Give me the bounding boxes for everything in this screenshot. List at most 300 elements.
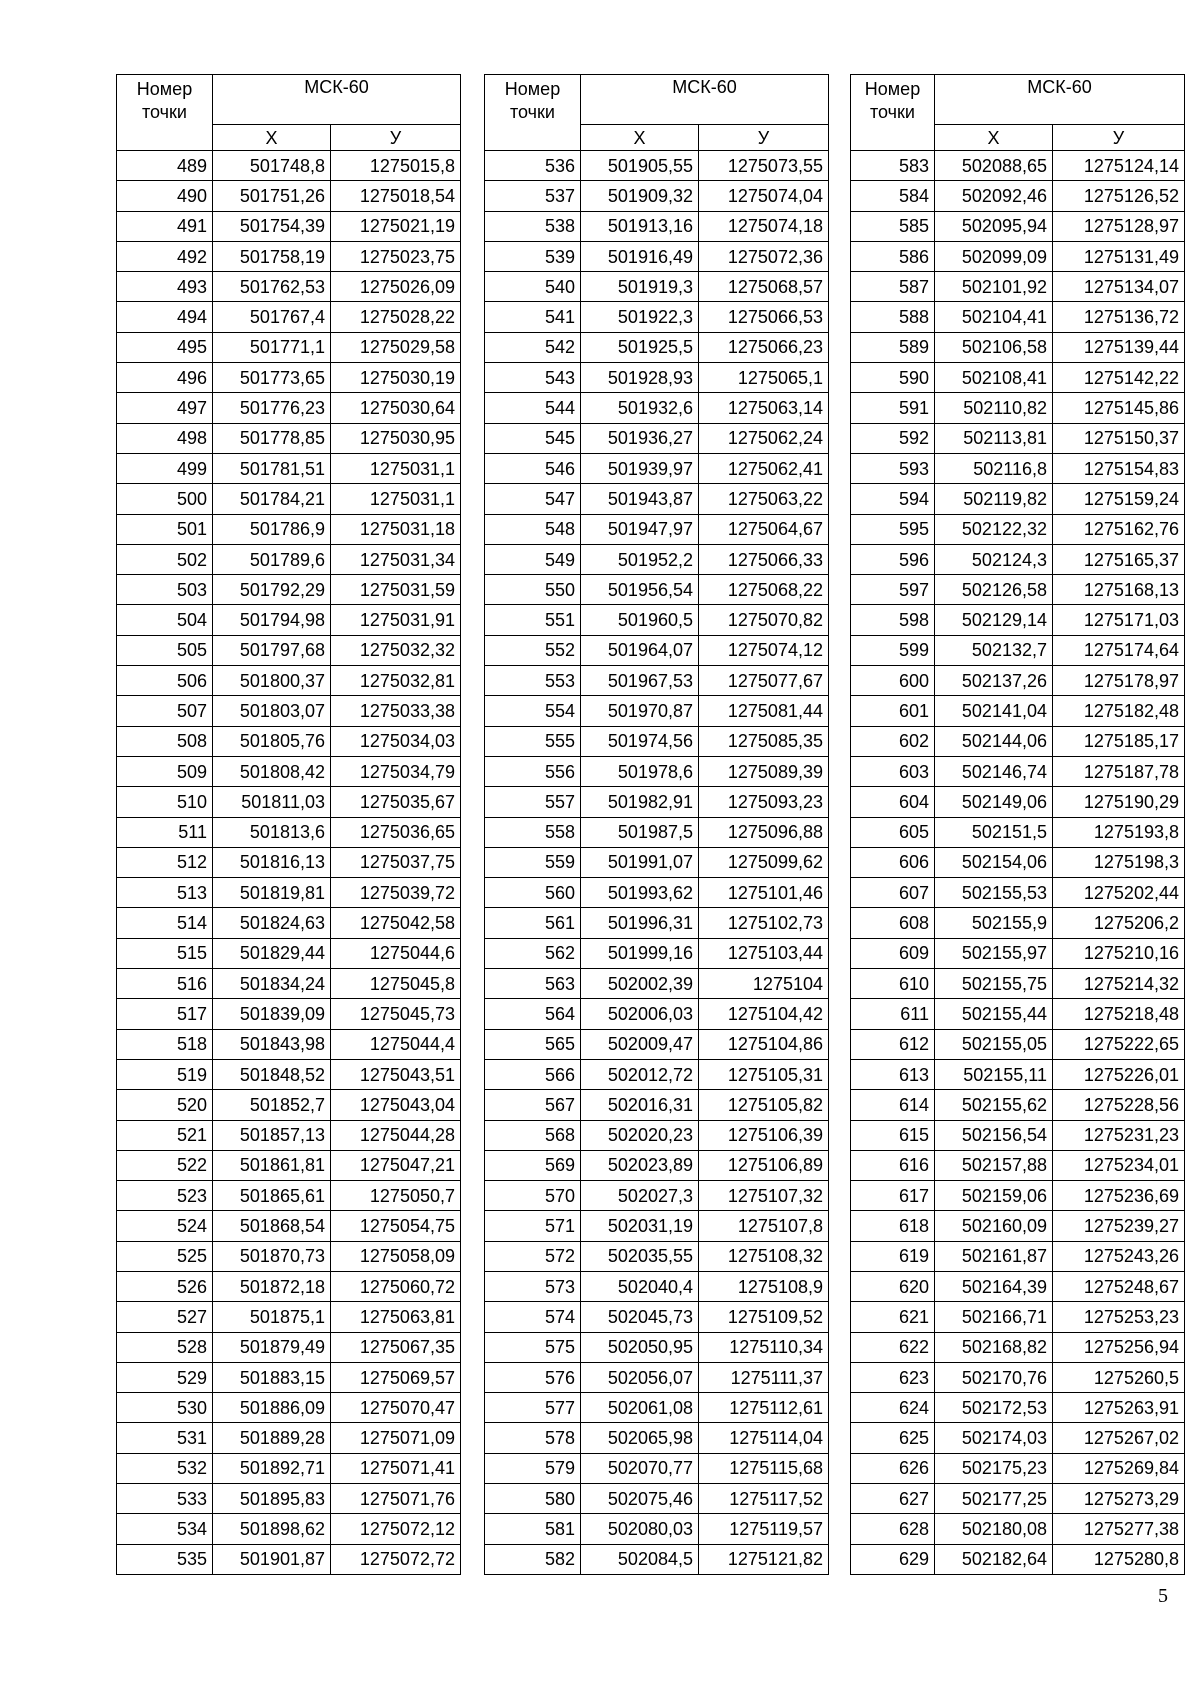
y-coordinate-cell: 1275074,04 — [699, 181, 829, 211]
table-row — [117, 1029, 461, 1059]
y-coordinate-cell: 1275071,41 — [331, 1453, 461, 1483]
y-coordinate-cell: 1275034,79 — [331, 756, 461, 786]
point-number-cell: 589 — [851, 332, 935, 362]
x-coordinate-cell: 502146,74 — [935, 756, 1053, 786]
y-coordinate-cell: 1275081,44 — [699, 696, 829, 726]
coordinates-table-1 — [116, 74, 461, 1575]
table-row — [851, 453, 1185, 483]
x-coordinate-cell: 502164,39 — [935, 1271, 1053, 1301]
table-row — [851, 605, 1185, 635]
table-row — [485, 1302, 829, 1332]
y-coordinate-cell: 1275107,32 — [699, 1181, 829, 1211]
x-column-header: Х — [581, 125, 699, 151]
x-coordinate-cell: 501895,83 — [213, 1484, 331, 1514]
x-coordinate-cell: 502151,5 — [935, 817, 1053, 847]
table-row — [117, 1120, 461, 1150]
x-coordinate-cell: 501786,9 — [213, 514, 331, 544]
point-number-cell: 588 — [851, 302, 935, 332]
table-row — [485, 787, 829, 817]
point-number-cell: 512 — [117, 847, 213, 877]
table-row — [485, 999, 829, 1029]
x-coordinate-cell: 501922,3 — [581, 302, 699, 332]
y-coordinate-cell: 1275103,44 — [699, 938, 829, 968]
point-number-cell: 569 — [485, 1150, 581, 1180]
y-coordinate-cell: 1275063,22 — [699, 484, 829, 514]
x-coordinate-cell: 501901,87 — [213, 1544, 331, 1574]
x-coordinate-cell: 501996,31 — [581, 908, 699, 938]
y-coordinate-cell: 1275031,1 — [331, 484, 461, 514]
table-row — [117, 817, 461, 847]
y-coordinate-cell: 1275064,67 — [699, 514, 829, 544]
point-number-cell: 522 — [117, 1150, 213, 1180]
table-row — [117, 1181, 461, 1211]
table-row — [485, 1181, 829, 1211]
x-coordinate-cell: 501805,76 — [213, 726, 331, 756]
x-coordinate-cell: 502144,06 — [935, 726, 1053, 756]
x-coordinate-cell: 501952,2 — [581, 544, 699, 574]
x-coordinate-cell: 501865,61 — [213, 1181, 331, 1211]
x-coordinate-cell: 501852,7 — [213, 1090, 331, 1120]
x-coordinate-cell: 502040,4 — [581, 1271, 699, 1301]
point-number-cell: 560 — [485, 878, 581, 908]
y-coordinate-cell: 1275096,88 — [699, 817, 829, 847]
x-coordinate-cell: 502088,65 — [935, 151, 1053, 181]
x-coordinate-cell: 502155,05 — [935, 1029, 1053, 1059]
point-number-cell: 514 — [117, 908, 213, 938]
point-number-cell: 598 — [851, 605, 935, 635]
point-number-cell: 489 — [117, 151, 213, 181]
table-row — [485, 1150, 829, 1180]
point-number-cell: 529 — [117, 1362, 213, 1392]
y-coordinate-cell: 1275198,3 — [1053, 847, 1185, 877]
x-coordinate-cell: 501913,16 — [581, 211, 699, 241]
x-coordinate-cell: 502122,32 — [935, 514, 1053, 544]
table-row — [117, 1544, 461, 1574]
point-number-cell: 546 — [485, 453, 581, 483]
table-row — [485, 363, 829, 393]
y-coordinate-cell: 1275033,38 — [331, 696, 461, 726]
table-row — [117, 1423, 461, 1453]
y-coordinate-cell: 1275106,39 — [699, 1120, 829, 1150]
point-number-cell: 577 — [485, 1393, 581, 1423]
point-number-cell: 509 — [117, 756, 213, 786]
table-row — [851, 393, 1185, 423]
x-coordinate-cell: 502154,06 — [935, 847, 1053, 877]
point-number-cell: 554 — [485, 696, 581, 726]
x-coordinate-cell: 501776,23 — [213, 393, 331, 423]
table-row — [117, 575, 461, 605]
y-coordinate-cell: 1275131,49 — [1053, 241, 1185, 271]
y-coordinate-cell: 1275066,53 — [699, 302, 829, 332]
y-coordinate-cell: 1275239,27 — [1053, 1211, 1185, 1241]
x-coordinate-cell: 501919,3 — [581, 272, 699, 302]
x-coordinate-cell: 502075,46 — [581, 1484, 699, 1514]
table-row — [117, 756, 461, 786]
point-number-cell: 513 — [117, 878, 213, 908]
x-coordinate-cell: 501824,63 — [213, 908, 331, 938]
y-column-header: У — [1053, 125, 1185, 151]
y-coordinate-cell: 1275030,64 — [331, 393, 461, 423]
point-number-cell: 527 — [117, 1302, 213, 1332]
point-number-cell: 536 — [485, 151, 581, 181]
point-number-cell: 557 — [485, 787, 581, 817]
x-coordinate-cell: 502095,94 — [935, 211, 1053, 241]
x-coordinate-cell: 502157,88 — [935, 1150, 1053, 1180]
x-coordinate-cell: 502160,09 — [935, 1211, 1053, 1241]
point-number-cell: 623 — [851, 1362, 935, 1392]
point-number-cell: 626 — [851, 1453, 935, 1483]
y-coordinate-cell: 1275222,65 — [1053, 1029, 1185, 1059]
point-number-cell: 627 — [851, 1484, 935, 1514]
y-coordinate-cell: 1275121,82 — [699, 1544, 829, 1574]
point-number-cell: 572 — [485, 1241, 581, 1271]
table-row — [485, 1090, 829, 1120]
table-row — [851, 1514, 1185, 1544]
x-coordinate-cell: 502092,46 — [935, 181, 1053, 211]
x-coordinate-cell: 502177,25 — [935, 1484, 1053, 1514]
point-number-cell: 609 — [851, 938, 935, 968]
point-number-cell: 586 — [851, 241, 935, 271]
point-number-cell: 496 — [117, 363, 213, 393]
point-number-cell: 517 — [117, 999, 213, 1029]
point-number-cell: 585 — [851, 211, 935, 241]
coordinate-system-header: МСК-60 — [213, 75, 461, 125]
table-row — [485, 332, 829, 362]
point-number-cell: 587 — [851, 272, 935, 302]
coordinates-table-3 — [850, 74, 1185, 1575]
x-coordinate-cell: 502016,31 — [581, 1090, 699, 1120]
y-coordinate-cell: 1275236,69 — [1053, 1181, 1185, 1211]
table-row — [117, 453, 461, 483]
x-coordinate-cell: 501848,52 — [213, 1059, 331, 1089]
x-coordinate-cell: 501816,13 — [213, 847, 331, 877]
table-row — [117, 363, 461, 393]
x-coordinate-cell: 502129,14 — [935, 605, 1053, 635]
x-coordinate-cell: 501792,29 — [213, 575, 331, 605]
x-coordinate-cell: 501909,32 — [581, 181, 699, 211]
y-coordinate-cell: 1275026,09 — [331, 272, 461, 302]
table-row — [485, 969, 829, 999]
x-coordinate-cell: 501762,53 — [213, 272, 331, 302]
y-coordinate-cell: 1275032,81 — [331, 666, 461, 696]
point-number-cell: 612 — [851, 1029, 935, 1059]
y-coordinate-cell: 1275214,32 — [1053, 969, 1185, 999]
table-row — [117, 1090, 461, 1120]
x-coordinate-cell: 502006,03 — [581, 999, 699, 1029]
x-coordinate-cell: 502156,54 — [935, 1120, 1053, 1150]
point-number-cell: 492 — [117, 241, 213, 271]
y-coordinate-cell: 1275043,51 — [331, 1059, 461, 1089]
x-coordinate-cell: 502002,39 — [581, 969, 699, 999]
table-row — [117, 1211, 461, 1241]
x-coordinate-cell: 501803,07 — [213, 696, 331, 726]
y-coordinate-cell: 1275028,22 — [331, 302, 461, 332]
table-row — [117, 211, 461, 241]
x-coordinate-cell: 502155,44 — [935, 999, 1053, 1029]
point-number-cell: 574 — [485, 1302, 581, 1332]
point-number-cell: 528 — [117, 1332, 213, 1362]
y-coordinate-cell: 1275108,32 — [699, 1241, 829, 1271]
point-number-cell: 556 — [485, 756, 581, 786]
y-coordinate-cell: 1275062,41 — [699, 453, 829, 483]
table-row — [851, 1393, 1185, 1423]
point-number-cell: 497 — [117, 393, 213, 423]
point-number-cell: 548 — [485, 514, 581, 544]
y-coordinate-cell: 1275063,14 — [699, 393, 829, 423]
point-number-cell: 498 — [117, 423, 213, 453]
x-coordinate-cell: 502149,06 — [935, 787, 1053, 817]
y-coordinate-cell: 1275159,24 — [1053, 484, 1185, 514]
table-row — [851, 908, 1185, 938]
table-row — [851, 211, 1185, 241]
table-row — [851, 514, 1185, 544]
point-number-cell: 582 — [485, 1544, 581, 1574]
y-coordinate-cell: 1275030,95 — [331, 423, 461, 453]
y-coordinate-cell: 1275226,01 — [1053, 1059, 1185, 1089]
x-coordinate-cell: 501879,49 — [213, 1332, 331, 1362]
table-row — [485, 847, 829, 877]
table-row — [851, 1181, 1185, 1211]
y-coordinate-cell: 1275015,8 — [331, 151, 461, 181]
y-coordinate-cell: 1275031,59 — [331, 575, 461, 605]
point-number-cell: 521 — [117, 1120, 213, 1150]
table-row — [851, 1271, 1185, 1301]
table-row — [485, 514, 829, 544]
x-coordinate-cell: 502155,11 — [935, 1059, 1053, 1089]
x-coordinate-cell: 502174,03 — [935, 1423, 1053, 1453]
x-coordinate-cell: 501872,18 — [213, 1271, 331, 1301]
table-row — [117, 241, 461, 271]
y-coordinate-cell: 1275182,48 — [1053, 696, 1185, 726]
point-number-cell: 599 — [851, 635, 935, 665]
x-coordinate-cell: 501751,26 — [213, 181, 331, 211]
point-number-cell: 504 — [117, 605, 213, 635]
y-coordinate-cell: 1275228,56 — [1053, 1090, 1185, 1120]
point-number-cell: 530 — [117, 1393, 213, 1423]
x-coordinate-cell: 502170,76 — [935, 1362, 1053, 1392]
table-row — [851, 696, 1185, 726]
y-coordinate-cell: 1275102,73 — [699, 908, 829, 938]
point-number-header: Номер точки — [485, 75, 581, 151]
x-coordinate-cell: 502045,73 — [581, 1302, 699, 1332]
point-number-cell: 605 — [851, 817, 935, 847]
y-coordinate-cell: 1275165,37 — [1053, 544, 1185, 574]
point-number-cell: 581 — [485, 1514, 581, 1544]
table-row — [851, 181, 1185, 211]
table-row — [851, 1059, 1185, 1089]
y-coordinate-cell: 1275062,24 — [699, 423, 829, 453]
y-coordinate-cell: 1275193,8 — [1053, 817, 1185, 847]
y-coordinate-cell: 1275162,76 — [1053, 514, 1185, 544]
point-number-cell: 619 — [851, 1241, 935, 1271]
point-number-cell: 568 — [485, 1120, 581, 1150]
x-coordinate-cell: 502159,06 — [935, 1181, 1053, 1211]
x-coordinate-cell: 502023,89 — [581, 1150, 699, 1180]
point-number-cell: 511 — [117, 817, 213, 847]
x-coordinate-cell: 502155,53 — [935, 878, 1053, 908]
y-coordinate-cell: 1275065,1 — [699, 363, 829, 393]
point-number-cell: 520 — [117, 1090, 213, 1120]
table-row — [485, 393, 829, 423]
x-coordinate-cell: 502031,19 — [581, 1211, 699, 1241]
table-row — [485, 1059, 829, 1089]
y-coordinate-cell: 1275058,09 — [331, 1241, 461, 1271]
table-row — [851, 1302, 1185, 1332]
x-coordinate-cell: 502116,8 — [935, 453, 1053, 483]
table-row — [485, 756, 829, 786]
y-coordinate-cell: 1275072,72 — [331, 1544, 461, 1574]
table-row — [117, 787, 461, 817]
x-coordinate-cell: 501800,37 — [213, 666, 331, 696]
y-coordinate-cell: 1275042,58 — [331, 908, 461, 938]
point-number-cell: 562 — [485, 938, 581, 968]
point-number-cell: 571 — [485, 1211, 581, 1241]
y-coordinate-cell: 1275043,04 — [331, 1090, 461, 1120]
table-row — [851, 1029, 1185, 1059]
x-coordinate-cell: 501960,5 — [581, 605, 699, 635]
point-number-cell: 573 — [485, 1271, 581, 1301]
y-coordinate-cell: 1275044,4 — [331, 1029, 461, 1059]
y-coordinate-cell: 1275256,94 — [1053, 1332, 1185, 1362]
x-coordinate-cell: 502050,95 — [581, 1332, 699, 1362]
table-row — [485, 241, 829, 271]
y-column-header: У — [331, 125, 461, 151]
x-coordinate-cell: 501794,98 — [213, 605, 331, 635]
x-coordinate-cell: 502065,98 — [581, 1423, 699, 1453]
point-number-cell: 608 — [851, 908, 935, 938]
y-coordinate-cell: 1275150,37 — [1053, 423, 1185, 453]
table-row — [485, 544, 829, 574]
y-coordinate-cell: 1275243,26 — [1053, 1241, 1185, 1271]
y-coordinate-cell: 1275253,23 — [1053, 1302, 1185, 1332]
point-number-cell: 604 — [851, 787, 935, 817]
table-row — [851, 484, 1185, 514]
table-row — [485, 1241, 829, 1271]
y-coordinate-cell: 1275280,8 — [1053, 1544, 1185, 1574]
x-coordinate-cell: 501967,53 — [581, 666, 699, 696]
x-coordinate-cell: 502182,64 — [935, 1544, 1053, 1574]
table-row — [851, 878, 1185, 908]
point-number-header: Номер точки — [117, 75, 213, 151]
y-coordinate-cell: 1275105,31 — [699, 1059, 829, 1089]
x-coordinate-cell: 501857,13 — [213, 1120, 331, 1150]
point-number-cell: 594 — [851, 484, 935, 514]
point-number-cell: 541 — [485, 302, 581, 332]
table-row — [117, 272, 461, 302]
point-number-cell: 580 — [485, 1484, 581, 1514]
table-row — [851, 756, 1185, 786]
y-coordinate-cell: 1275106,89 — [699, 1150, 829, 1180]
y-coordinate-cell: 1275105,82 — [699, 1090, 829, 1120]
point-number-cell: 543 — [485, 363, 581, 393]
y-coordinate-cell: 1275273,29 — [1053, 1484, 1185, 1514]
table-row — [851, 241, 1185, 271]
table-row — [485, 666, 829, 696]
table-row — [117, 696, 461, 726]
y-coordinate-cell: 1275190,29 — [1053, 787, 1185, 817]
y-coordinate-cell: 1275074,12 — [699, 635, 829, 665]
point-number-cell: 606 — [851, 847, 935, 877]
y-coordinate-cell: 1275134,07 — [1053, 272, 1185, 302]
table-row — [117, 666, 461, 696]
table-row — [485, 211, 829, 241]
x-coordinate-cell: 501778,85 — [213, 423, 331, 453]
y-coordinate-cell: 1275070,82 — [699, 605, 829, 635]
point-number-cell: 547 — [485, 484, 581, 514]
point-number-cell: 550 — [485, 575, 581, 605]
table-row — [117, 605, 461, 635]
point-number-cell: 575 — [485, 1332, 581, 1362]
point-number-cell: 555 — [485, 726, 581, 756]
y-coordinate-cell: 1275260,5 — [1053, 1362, 1185, 1392]
coordinates-table-2 — [484, 74, 829, 1575]
table-row — [851, 635, 1185, 665]
y-coordinate-cell: 1275111,37 — [699, 1362, 829, 1392]
point-number-cell: 531 — [117, 1423, 213, 1453]
table-row — [117, 1059, 461, 1089]
x-coordinate-cell: 502155,9 — [935, 908, 1053, 938]
y-coordinate-cell: 1275202,44 — [1053, 878, 1185, 908]
table-row — [851, 666, 1185, 696]
y-coordinate-cell: 1275066,23 — [699, 332, 829, 362]
x-coordinate-cell: 501754,39 — [213, 211, 331, 241]
y-coordinate-cell: 1275021,19 — [331, 211, 461, 241]
table-row — [117, 423, 461, 453]
table-row — [117, 1362, 461, 1392]
point-number-cell: 629 — [851, 1544, 935, 1574]
x-coordinate-cell: 501843,98 — [213, 1029, 331, 1059]
point-number-cell: 596 — [851, 544, 935, 574]
y-coordinate-cell: 1275031,18 — [331, 514, 461, 544]
table-row — [851, 1241, 1185, 1271]
y-coordinate-cell: 1275128,97 — [1053, 211, 1185, 241]
table-row — [485, 696, 829, 726]
y-coordinate-cell: 1275110,34 — [699, 1332, 829, 1362]
x-coordinate-cell: 502110,82 — [935, 393, 1053, 423]
y-coordinate-cell: 1275072,12 — [331, 1514, 461, 1544]
point-number-cell: 499 — [117, 453, 213, 483]
point-number-cell: 534 — [117, 1514, 213, 1544]
y-coordinate-cell: 1275099,62 — [699, 847, 829, 877]
y-coordinate-cell: 1275108,9 — [699, 1271, 829, 1301]
x-coordinate-cell: 501970,87 — [581, 696, 699, 726]
point-number-cell: 620 — [851, 1271, 935, 1301]
y-coordinate-cell: 1275045,73 — [331, 999, 461, 1029]
y-coordinate-cell: 1275136,72 — [1053, 302, 1185, 332]
x-coordinate-cell: 501964,07 — [581, 635, 699, 665]
table-row — [851, 817, 1185, 847]
x-coordinate-cell: 502084,5 — [581, 1544, 699, 1574]
point-number-cell: 591 — [851, 393, 935, 423]
y-coordinate-cell: 1275068,22 — [699, 575, 829, 605]
table-row — [851, 1362, 1185, 1392]
y-coordinate-cell: 1275093,23 — [699, 787, 829, 817]
y-coordinate-cell: 1275031,91 — [331, 605, 461, 635]
point-number-cell: 624 — [851, 1393, 935, 1423]
x-coordinate-cell: 501889,28 — [213, 1423, 331, 1453]
y-coordinate-cell: 1275031,34 — [331, 544, 461, 574]
x-column-header: Х — [213, 125, 331, 151]
table-row — [485, 484, 829, 514]
point-number-cell: 552 — [485, 635, 581, 665]
point-number-cell: 532 — [117, 1453, 213, 1483]
table-row — [485, 1544, 829, 1574]
table-row — [485, 1423, 829, 1453]
y-coordinate-cell: 1275171,03 — [1053, 605, 1185, 635]
point-number-cell: 551 — [485, 605, 581, 635]
point-number-cell: 533 — [117, 1484, 213, 1514]
point-number-cell: 564 — [485, 999, 581, 1029]
